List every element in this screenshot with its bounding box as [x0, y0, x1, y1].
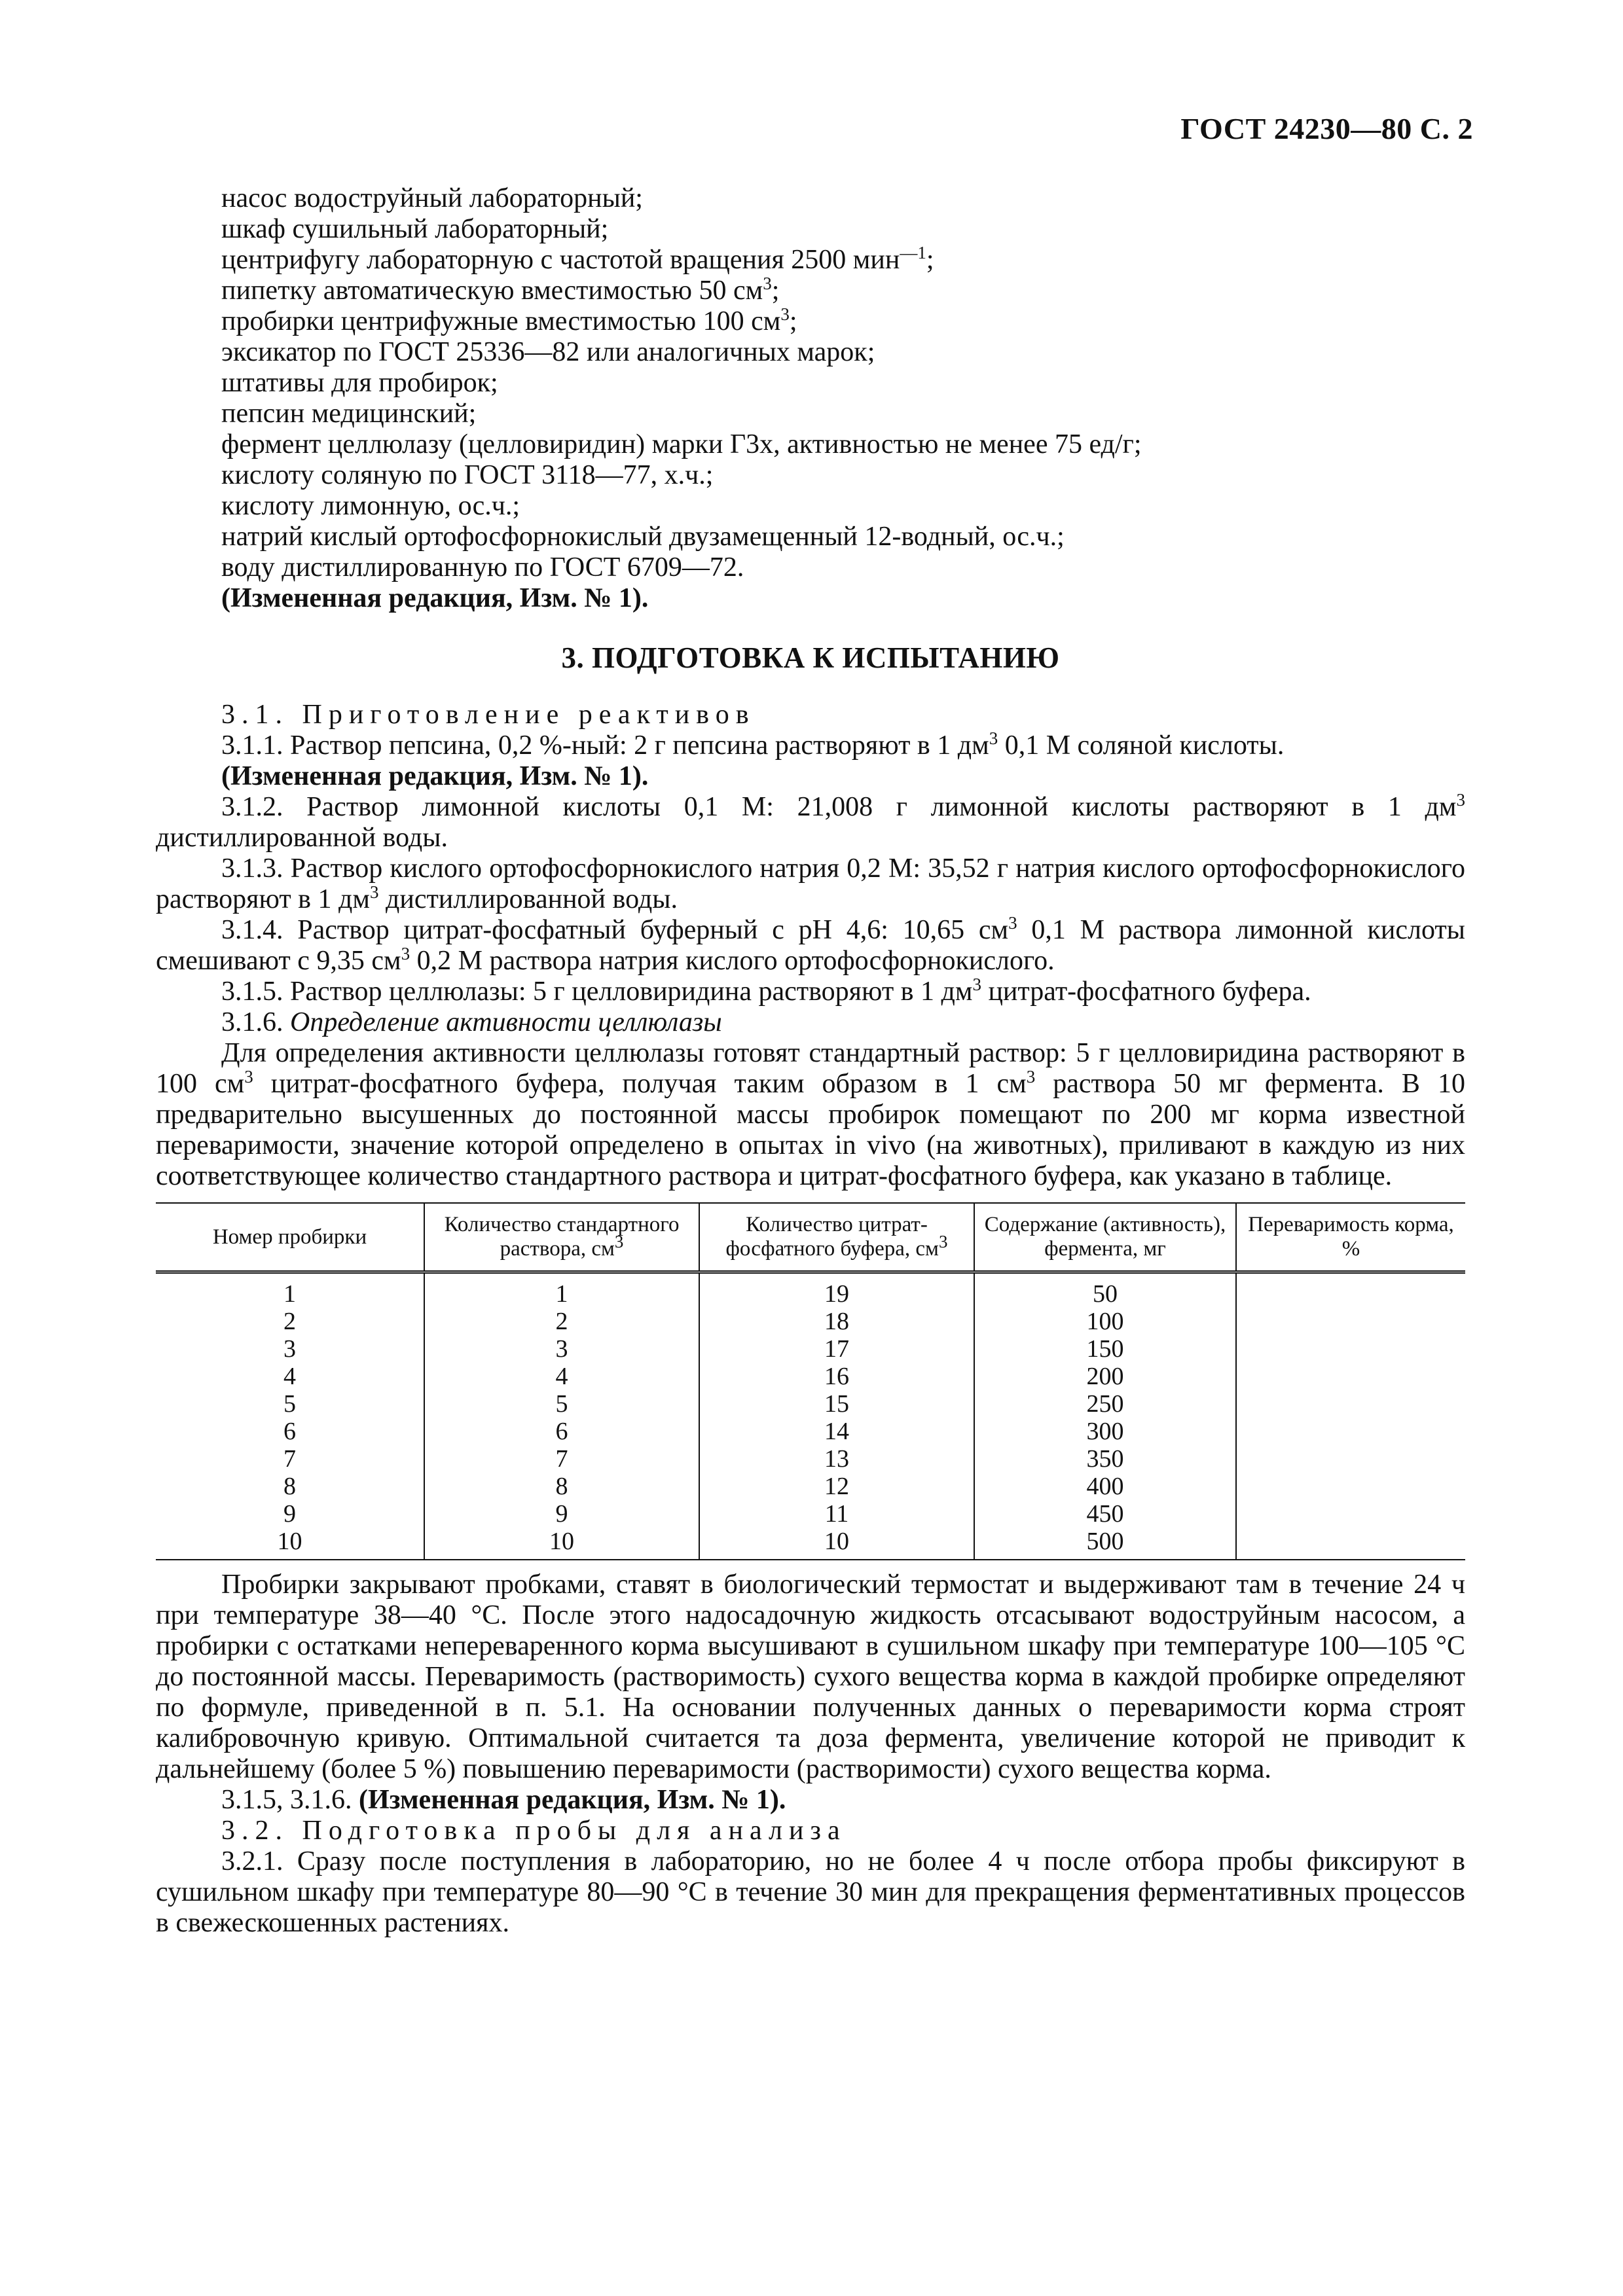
- table-cell: 14: [699, 1418, 974, 1445]
- table-cell: 8: [283, 1473, 296, 1500]
- table-cell: 13: [699, 1445, 974, 1473]
- table-cell: 1: [424, 1272, 699, 1308]
- table-cell: 2: [283, 1308, 296, 1335]
- table-header: Номер пробирки: [156, 1203, 424, 1272]
- table-cell: 8: [424, 1473, 699, 1500]
- table-header-row: [156, 1203, 1465, 1272]
- list-item: натрий кислый ортофосфорнокислый двузамещенный 12-водный, ос.ч.;: [221, 522, 1065, 552]
- equipment-list: [156, 183, 1465, 614]
- table-row: [156, 1272, 1465, 1308]
- table-cell: 1: [283, 1280, 296, 1308]
- table-cell: 4: [424, 1363, 699, 1390]
- table-cell: 7: [283, 1445, 296, 1473]
- table-cell: 12: [699, 1473, 974, 1500]
- table-cell: 5: [424, 1390, 699, 1418]
- paragraph-3-1-3: 3.1.3. Раствор кислого ортофосфорнокислого натрия 0,2 М: 35,52 г натрия кислого ортофосфорнокислого растворяют в 1 $дм^3$ дистиллированной воды.: [156, 853, 1465, 914]
- table-cell: [1236, 1335, 1465, 1363]
- table-cell: [1236, 1363, 1465, 1390]
- table-cell: 18: [699, 1308, 974, 1335]
- table-cell: 5: [283, 1390, 296, 1418]
- table-cell: 2: [424, 1308, 699, 1335]
- table-cell: 9: [283, 1500, 296, 1528]
- list-item: кислоту соляную по ГОСТ 3118—77, х.ч.;: [221, 460, 714, 490]
- table-cell: 100: [974, 1308, 1236, 1335]
- table-cell: 10: [156, 1528, 424, 1560]
- list-item: пипетку автоматическую вместимостью 50 $см^3$;: [221, 274, 780, 306]
- page-header: ГОСТ 24230—80 С. 2: [1180, 112, 1473, 145]
- table-cell: [1236, 1418, 1465, 1445]
- table-header: Количество цитрат-фосфатного буфера, $см^3$: [699, 1203, 974, 1272]
- paragraph-3-2-1: 3.2.1. Сразу после поступления в лабораторию, но не более 4 ч после отбора пробы фиксируют в сушильном шкафу при температуре 80—90 °С в течение 30 мин для прекращения ферментативных процессов в свежескошенных растениях.: [156, 1846, 1465, 1938]
- table-row: [156, 1418, 1465, 1445]
- table-cell: 50: [974, 1272, 1236, 1308]
- table-header: Переваримость корма, %: [1236, 1203, 1465, 1272]
- paragraph-3-1-5: 3.1.5. Раствор целлюлазы: 5 г целловиридина растворяют в 1 $дм^3$ цитрат-фосфатного буфера.: [221, 975, 1311, 1007]
- table-row: [156, 1528, 1465, 1560]
- table-cell: 300: [974, 1418, 1236, 1445]
- document-body: [156, 183, 1465, 1939]
- table-cell: 150: [974, 1335, 1236, 1363]
- table-cell: 500: [974, 1528, 1236, 1560]
- table-row: [156, 1308, 1465, 1335]
- edition-note-3-1-5: 3.1.5, 3.1.6. (Измененная редакция, Изм. № 1).: [221, 1785, 786, 1815]
- table-cell: [1236, 1473, 1465, 1500]
- table-cell: 350: [974, 1445, 1236, 1473]
- enzyme-table: [156, 1202, 1465, 1560]
- table-cell: 11: [699, 1500, 974, 1528]
- table-cell: [1236, 1308, 1465, 1335]
- table-cell: 450: [974, 1500, 1236, 1528]
- list-item: штативы для пробирок;: [221, 368, 498, 398]
- list-item: шкаф сушильный лабораторный;: [221, 214, 609, 244]
- list-item: насос водоструйный лабораторный;: [221, 183, 643, 213]
- table-row: [156, 1445, 1465, 1473]
- table-cell: 10: [424, 1528, 699, 1560]
- table-cell: [1236, 1500, 1465, 1528]
- subsection-heading: 3.1. Приготовление реактивов: [221, 700, 756, 730]
- list-item: эксикатор по ГОСТ 25336—82 или аналогичных марок;: [221, 337, 875, 367]
- paragraph-3-1-2: 3.1.2. Раствор лимонной кислоты 0,1 М: 21,008 г лимонной кислоты растворяют в 1 $дм^3$ дистиллированной воды.: [156, 790, 1465, 853]
- list-item: пробирки центрифужные вместимостью 100 $см^3$;: [221, 304, 797, 336]
- table-cell: 7: [424, 1445, 699, 1473]
- list-item: фермент целлюлазу (целловиридин) марки Г3х, активностью не менее 75 ед/г;: [221, 429, 1142, 459]
- table-cell: 6: [424, 1418, 699, 1445]
- table-cell: 6: [283, 1418, 296, 1445]
- table-cell: [1236, 1528, 1465, 1560]
- table-cell: 17: [699, 1335, 974, 1363]
- table-row: [156, 1335, 1465, 1363]
- paragraph-3-1-4: 3.1.4. Раствор цитрат-фосфатный буферный с pH 4,6: 10,65 $см^3$ 0,1 М раствора лимонной кислоты смешивают с 9,35 $см^3$ 0,2 М раствора натрия кислого ортофосфорнокислого.: [156, 913, 1465, 976]
- table-header: Количество стандартного раствора, $см^3$: [424, 1203, 699, 1272]
- paragraph-3-1-6: Для определения активности целлюлазы готовят стандартный раствор: 5 г целловиридина растворяют в 100 $см^3$ цитрат-фосфатного буфера, получая таким образом в 1 $см^3$ раствора 50 мг фермента. В 10 предварительно высушенных до постоянной массы пробирок помещают по 200 мг корма известной переваримости, значение которой определено в опытах in vivo (на животных), приливают в каждую из них соответствующее количество стандартного раствора и цитрат-фосфатного буфера, как указано в таблице.: [156, 1038, 1465, 1191]
- section-title: 3. ПОДГОТОВКА К ИСПЫТАНИЮ: [561, 641, 1060, 674]
- list-item: пепсин медицинский;: [221, 399, 477, 429]
- list-item: центрифугу лабораторную с частотой вращения 2500 мин$^{—1}$;: [221, 243, 934, 275]
- table-cell: 19: [699, 1272, 974, 1308]
- table-cell: 3: [283, 1335, 296, 1363]
- paragraph-after-table: Пробирки закрывают пробками, ставят в биологический термостат и выдерживают там в течение 24 ч при температуре 38—40 °С. После этого надосадочную жидкость отсасывают водоструйным насосом, а пробирки с остатками непереваренного корма высушивают в сушильном шкафу при температуре 100—105 °С до постоянной массы. Переваримость (растворимость) сухого вещества корма в каждой пробирке определяют по формуле, приведенной в п. 5.1. На основании полученных данных о переваримости корма строят калибровочную кривую. Оптимальной считается та доза фермента, увеличение которой не приводит к дальнейшему (более 5 %) повышению переваримости (растворимости) сухого вещества корма.: [156, 1570, 1465, 1784]
- table-cell: 16: [699, 1363, 974, 1390]
- list-item: кислоту лимонную, ос.ч.;: [221, 491, 520, 521]
- table-row: [156, 1363, 1465, 1390]
- table-cell: [1236, 1390, 1465, 1418]
- table-row: [156, 1473, 1465, 1500]
- paragraph-3-1-6-heading: 3.1.6. Определение активности целлюлазы: [221, 1007, 722, 1037]
- table-cell: 250: [974, 1390, 1236, 1418]
- table-cell: [1236, 1272, 1465, 1308]
- table-cell: 9: [424, 1500, 699, 1528]
- table-cell: [1236, 1445, 1465, 1473]
- table-cell: 10: [699, 1528, 974, 1560]
- paragraph-3-1-1: 3.1.1. Раствор пепсина, 0,2 %-ный: 2 г пепсина растворяют в 1 $дм^3$ 0,1 М соляной кислоты.: [221, 728, 1285, 761]
- table-cell: 200: [974, 1363, 1236, 1390]
- table-cell: 15: [699, 1390, 974, 1418]
- edition-note: (Измененная редакция, Изм. № 1).: [221, 761, 649, 791]
- list-item: воду дистиллированную по ГОСТ 6709—72.: [221, 552, 744, 583]
- subsection-heading: 3.2. Подготовка пробы для анализа: [221, 1816, 847, 1846]
- edition-note: (Измененная редакция, Изм. № 1).: [221, 583, 649, 613]
- table-header: Содержание (активность), фермента, мг: [974, 1203, 1236, 1272]
- table-cell: 400: [974, 1473, 1236, 1500]
- table-cell: 4: [283, 1363, 296, 1390]
- table-row: [156, 1500, 1465, 1528]
- table-cell: 3: [424, 1335, 699, 1363]
- table-row: [156, 1390, 1465, 1418]
